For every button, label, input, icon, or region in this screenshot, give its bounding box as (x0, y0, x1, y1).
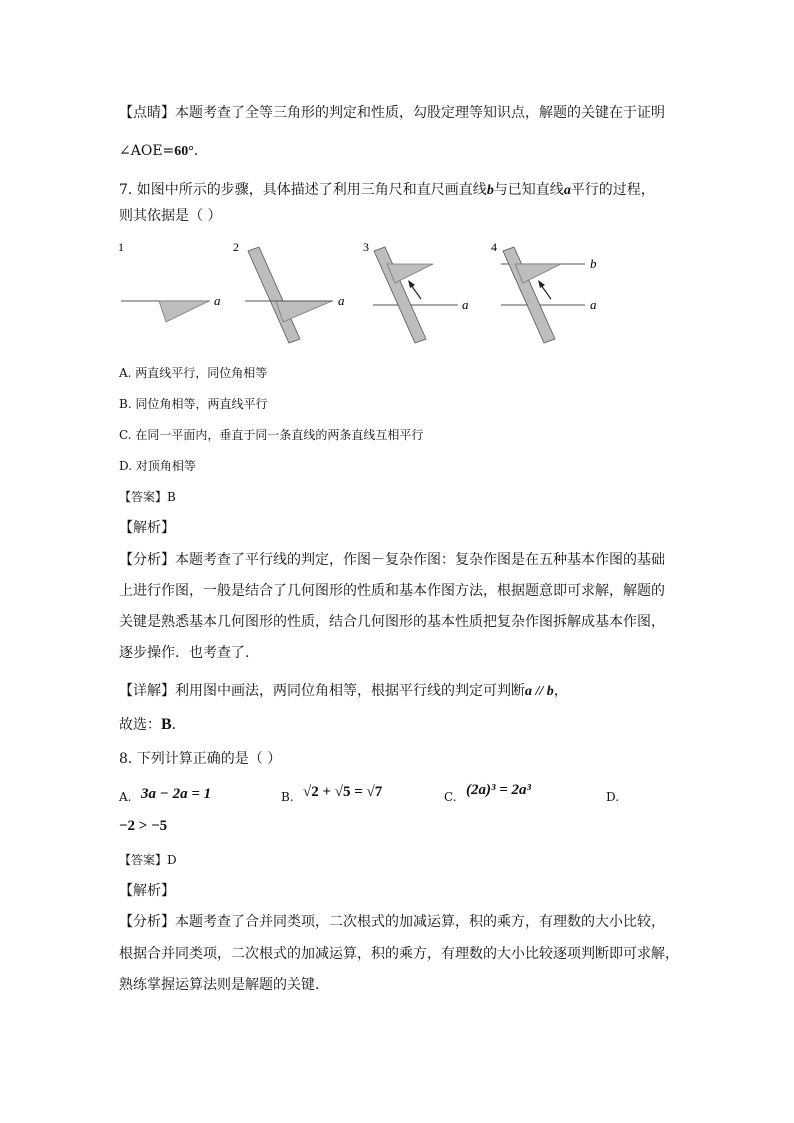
angle-prefix: ∠AOE= (119, 143, 175, 159)
step-4-label: 4 (491, 240, 497, 254)
q7-choice-end: ． (171, 717, 186, 733)
q8-option-a-math: 3a − 2a = 1 (141, 786, 212, 802)
q7-var-a: a (563, 183, 571, 198)
q7-stem (119, 180, 655, 201)
step-3-label: 3 (363, 240, 369, 254)
q8-option-b-label: B. (281, 790, 294, 804)
step-1-letter-a: a (214, 293, 221, 308)
step-4-arrow-icon (538, 280, 545, 288)
step-3-panel (363, 240, 469, 343)
q7-detail-suffix: ， (553, 683, 568, 699)
q8-option-c-math: (2a)³ = 2a³ (466, 782, 532, 798)
angle-end: . (193, 143, 199, 159)
step-2-triangle (276, 301, 332, 322)
q8-analysis-line: 熟练掌握运算法则是解题的关键． (119, 977, 329, 993)
step-4-arrow-shaft (541, 285, 551, 299)
q8-option-a-label: A. (119, 790, 132, 804)
q7-stem-part1: 7. 如图中所示的步骤，具体描述了利用三角尺和直尺画直线 (119, 182, 487, 198)
q7-answer: 【答案】B (119, 490, 176, 504)
q7-option-b: B. 同位角相等，两直线平行 (119, 397, 268, 411)
angle-value: 60° (174, 144, 194, 159)
step-3-arrow-icon (408, 280, 415, 288)
q8-option-d-label: D. (606, 790, 620, 804)
q7-stem-part2: 与已知直线 (493, 182, 564, 198)
q8-analysis-line: 根据合并同类项，二次根式的加减运算，积的乘方，有理数的大小比较逐项判断即可求解， (119, 946, 679, 962)
q8-analysis-title: 【解析】 (119, 883, 175, 899)
step-2-ruler (248, 247, 300, 343)
q8-option-d-math: −2 > −5 (119, 818, 168, 834)
q8-option-c-label: C. (444, 790, 457, 804)
step-3-triangle (387, 264, 433, 283)
q7-analysis-line: 逐步操作．也考查了. (119, 645, 250, 661)
q7-analysis-line: 【分析】本题考查了平行线的判定，作图－复杂作图：复杂作图是在五种基本作图的基础 (119, 552, 665, 568)
step-1-triangle (159, 301, 209, 322)
step-1-panel (118, 240, 221, 322)
step-2-panel (233, 240, 345, 343)
q7-analysis-line: 上进行作图，一般是结合了几何图形的性质和基本作图方法，根据题意即可求解，解题的 (119, 583, 665, 599)
q7-detail-math: a // b (525, 684, 554, 699)
q7-option-a: A. 两直线平行，同位角相等 (119, 366, 268, 380)
step-2-label: 2 (233, 240, 239, 254)
q8-answer: 【答案】D (119, 853, 177, 867)
step-4-letter-a: a (590, 297, 597, 312)
q7-stem-line2: 则其依据是（ ） (119, 208, 222, 224)
step-3-arrow-shaft (411, 285, 421, 299)
q7-detail (119, 681, 568, 702)
step-4-triangle (515, 264, 561, 283)
q7-choice-prefix: 故选： (119, 717, 161, 733)
note-angle (119, 141, 198, 162)
q7-option-c: C. 在同一平面内，垂直于同一条直线的两条直线互相平行 (119, 428, 424, 442)
step-2-letter-a: a (338, 293, 345, 308)
q7-analysis-line: 关键是熟悉基本几何图形的性质，结合几何图形的基本性质把复杂作图拆解成基本作图， (119, 614, 665, 630)
q7-stem-part3: 平行的过程， (570, 182, 655, 198)
step-4-panel (491, 240, 597, 343)
step-4-letter-b: b (590, 256, 597, 271)
step-4-ruler (503, 247, 555, 343)
step-3-letter-a: a (462, 297, 469, 312)
q8-stem: 8. 下列计算正确的是（ ） (119, 751, 282, 767)
q7-option-d: D. 对顶角相等 (119, 459, 196, 473)
q8-option-b-math: √2 + √5 = √7 (303, 784, 383, 800)
q7-var-b: b (486, 183, 494, 198)
q7-choice-value: B (161, 716, 172, 733)
q8-analysis-line: 【分析】本题考查了合并同类项，二次根式的加减运算，积的乘方，有理数的大小比较， (119, 914, 665, 930)
q7-choice (119, 715, 186, 735)
step-1-label: 1 (118, 240, 124, 254)
parallel-construction-figure (115, 238, 605, 353)
note-text: 【点睛】本题考查了全等三角形的判定和性质，勾股定理等知识点，解题的关键在于证明 (119, 105, 665, 121)
q7-analysis-title: 【解析】 (119, 520, 175, 536)
q7-detail-text: 【详解】利用图中画法，两同位角相等，根据平行线的判定可判断 (119, 683, 525, 699)
